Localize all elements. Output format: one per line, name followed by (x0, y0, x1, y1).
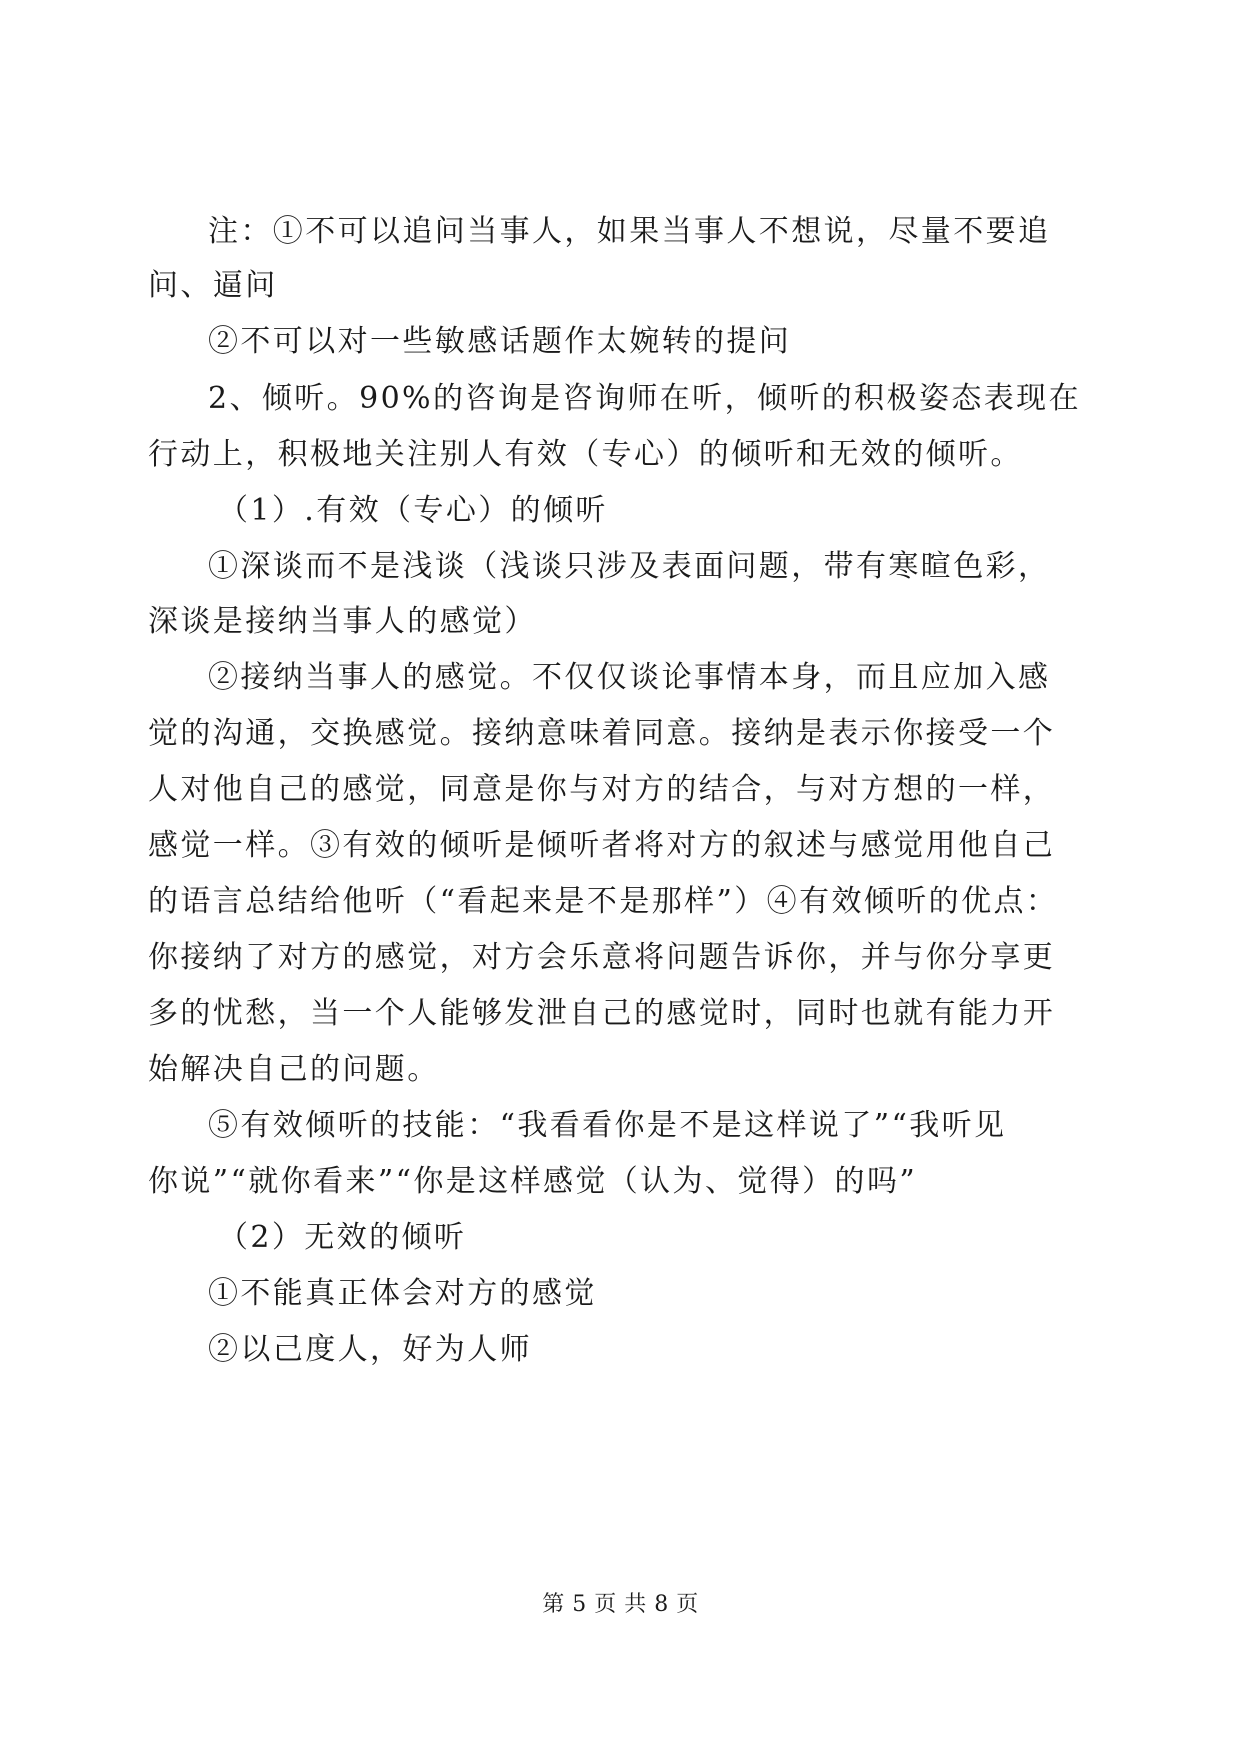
paragraph-line: 你说”“就你看来”“你是这样感觉（认为、觉得）的吗” (148, 1164, 918, 1199)
paragraph-line: 行动上，积极地关注别人有效（专心）的倾听和无效的倾听。 (148, 437, 1023, 472)
paragraph-line: 的语言总结给他听（“看起来是不是那样”）④有效倾听的优点： (148, 884, 1059, 919)
paragraph-line: ⑤有效倾听的技能：“我看看你是不是这样说了”“我听见 (208, 1108, 1007, 1143)
paragraph-line: ②接纳当事人的感觉。不仅仅谈论事情本身，而且应加入感 (208, 660, 1051, 695)
paragraph-line: ①不能真正体会对方的感觉 (208, 1276, 597, 1311)
paragraph-line: 多的忧愁，当一个人能够发泄自己的感觉时，同时也就有能力开 (148, 996, 1056, 1031)
paragraph-line: 觉的沟通，交换感觉。接纳意味着同意。接纳是表示你接受一个 (148, 716, 1056, 751)
paragraph-line: 人对他自己的感觉，同意是你与对方的结合，与对方想的一样， (148, 772, 1056, 807)
section-heading: （1）.有效（专心）的倾听 (218, 493, 608, 528)
paragraph-line: 深谈是接纳当事人的感觉） (148, 604, 537, 639)
paragraph-line: 2、倾听。90%的咨询是咨询师在听，倾听的积极姿态表现在 (208, 381, 1081, 416)
paragraph-line: 始解决自己的问题。 (148, 1052, 440, 1087)
paragraph-line: ②以己度人，好为人师 (208, 1332, 532, 1367)
paragraph-line: 问、逼问 (148, 268, 278, 303)
page-number-footer: 第 5 页 共 8 页 (542, 1592, 699, 1617)
paragraph-line: ①深谈而不是浅谈（浅谈只涉及表面问题，带有寒暄色彩， (208, 549, 1051, 584)
paragraph-line: ②不可以对一些敏感话题作太婉转的提问 (208, 324, 792, 359)
paragraph-line: 你接纳了对方的感觉，对方会乐意将问题告诉你，并与你分享更 (148, 940, 1056, 975)
paragraph-line: 感觉一样。③有效的倾听是倾听者将对方的叙述与感觉用他自己 (148, 828, 1056, 863)
section-heading: （2）无效的倾听 (218, 1220, 467, 1255)
paragraph-line: 注：①不可以追问当事人，如果当事人不想说，尽量不要追 (208, 214, 1051, 249)
